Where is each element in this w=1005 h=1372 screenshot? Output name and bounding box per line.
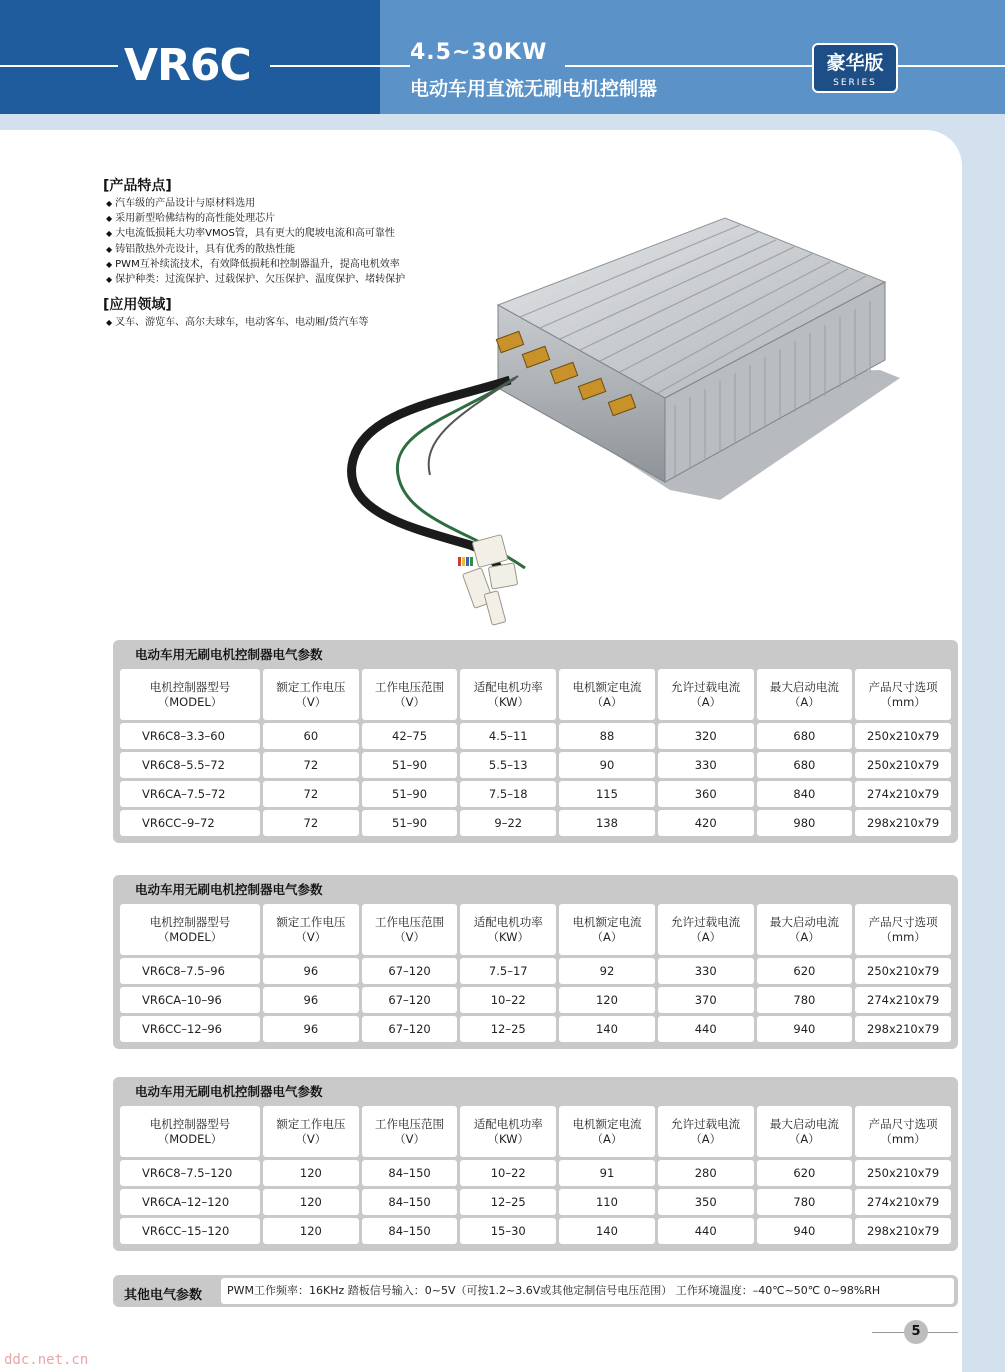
application-title: 应用领域 [109, 297, 166, 313]
header-rule-middle [270, 65, 410, 67]
cell-model: VR6CA–7.5–72 [120, 781, 260, 807]
table-header-row [120, 1106, 951, 1157]
col-header-model: 电机控制器型号 （MODEL） [120, 1106, 260, 1157]
col-header-start-current: 最大启动电流 （A） [757, 904, 853, 955]
table-cell: 15–30 [460, 1218, 556, 1244]
table-cell: 138 [559, 810, 655, 836]
col-header-voltage-range: 工作电压范围 （V） [362, 904, 458, 955]
col-header-start-current: 最大启动电流 （A） [757, 1106, 853, 1157]
feature-item: ◆ 保护种类：过流保护、过载保护、欠压保护、温度保护、堵转保护 [106, 272, 405, 287]
feature-item: ◆ 采用新型哈佛结构的高性能处理芯片 [106, 211, 405, 226]
table-cell: 370 [658, 987, 754, 1013]
table-cell: 84–150 [362, 1189, 458, 1215]
col-header-overload-current: 允许过载电流 （A） [658, 1106, 754, 1157]
table-cell: 940 [757, 1218, 853, 1244]
cell-model: VR6C8–7.5–96 [120, 958, 260, 984]
param-table-1 [113, 640, 958, 843]
col-header-motor-power: 适配电机功率 （KW） [460, 904, 556, 955]
table-grid [117, 666, 954, 839]
power-range: 4.5~30KW [410, 40, 555, 65]
table-row [120, 1016, 951, 1042]
table-cell: 90 [559, 752, 655, 778]
table-cell: 7.5–17 [460, 958, 556, 984]
table-cell: 298x210x79 [855, 1218, 951, 1244]
table-cell: 940 [757, 1016, 853, 1042]
table-cell: 350 [658, 1189, 754, 1215]
table-cell: 96 [263, 958, 359, 984]
page-number: 5 [904, 1320, 928, 1344]
col-header-size: 产品尺寸选项 （mm） [855, 1106, 951, 1157]
table-cell: 60 [263, 723, 359, 749]
watermark: ddc.net.cn [4, 1352, 89, 1368]
param-table-2 [113, 875, 958, 1049]
table-cell: 10–22 [460, 987, 556, 1013]
table-cell: 120 [263, 1160, 359, 1186]
col-header-rated-voltage: 额定工作电压 （V） [263, 1106, 359, 1157]
table-header-row [120, 669, 951, 720]
table-cell: 140 [559, 1218, 655, 1244]
series-badge-sub: SERIES [833, 78, 877, 88]
table-cell: 140 [559, 1016, 655, 1042]
table-cell: 298x210x79 [855, 1016, 951, 1042]
table-cell: 9–22 [460, 810, 556, 836]
table-cell: 620 [757, 1160, 853, 1186]
table-cell: 42–75 [362, 723, 458, 749]
table-cell: 330 [658, 752, 754, 778]
table-row [120, 810, 951, 836]
table-cell: 420 [658, 810, 754, 836]
table-row [120, 752, 951, 778]
table-title: 电动车用无刷电机控制器电气参数 [135, 647, 323, 662]
table-cell: 67–120 [362, 958, 458, 984]
feature-item: ◆ 大电流低损耗大功率VMOS管，具有更大的爬坡电流和高可靠性 [106, 226, 405, 241]
col-header-rated-current: 电机额定电流 （A） [559, 669, 655, 720]
table-grid [117, 1103, 954, 1247]
col-header-overload-current: 允许过载电流 （A） [658, 669, 754, 720]
table-cell: 120 [263, 1189, 359, 1215]
cell-model: VR6CA–12–120 [120, 1189, 260, 1215]
table-cell: 72 [263, 810, 359, 836]
other-params-label: 其他电气参数 [124, 1288, 203, 1303]
table-cell: 250x210x79 [855, 723, 951, 749]
table-cell: 780 [757, 1189, 853, 1215]
param-table-3 [113, 1077, 958, 1251]
cell-model: VR6CC–12–96 [120, 1016, 260, 1042]
col-header-size: 产品尺寸选项 （mm） [855, 904, 951, 955]
table-grid [117, 901, 954, 1045]
table-cell: 320 [658, 723, 754, 749]
table-title: 电动车用无刷电机控制器电气参数 [135, 1084, 323, 1099]
table-cell: 12–25 [460, 1016, 556, 1042]
table-cell: 440 [658, 1218, 754, 1244]
table-cell: 250x210x79 [855, 1160, 951, 1186]
table-cell: 330 [658, 958, 754, 984]
col-header-voltage-range: 工作电压范围 （V） [362, 1106, 458, 1157]
table-cell: 67–120 [362, 987, 458, 1013]
cell-model: VR6CC–15–120 [120, 1218, 260, 1244]
table-title: 电动车用无刷电机控制器电气参数 [135, 882, 323, 897]
cell-model: VR6C8–3.3–60 [120, 723, 260, 749]
table-cell: 680 [757, 752, 853, 778]
application-list [106, 315, 369, 330]
table-cell: 88 [559, 723, 655, 749]
col-header-voltage-range: 工作电压范围 （V） [362, 669, 458, 720]
col-header-rated-current: 电机额定电流 （A） [559, 904, 655, 955]
application-heading: [应用领域] [103, 297, 172, 313]
table-cell: 298x210x79 [855, 810, 951, 836]
table-cell: 10–22 [460, 1160, 556, 1186]
table-cell: 120 [263, 1218, 359, 1244]
other-params-text: PWM工作频率：16KHz 踏板信号输入：0~5V（可按1.2~3.6V或其他定制信号电压范围） 工作环境温度：–40℃~50℃ 0~98%RH [221, 1278, 954, 1304]
series-badge [812, 43, 898, 93]
col-header-rated-voltage: 额定工作电压 （V） [263, 904, 359, 955]
table-cell: 360 [658, 781, 754, 807]
table-cell: 84–150 [362, 1160, 458, 1186]
table-row [120, 987, 951, 1013]
table-cell: 840 [757, 781, 853, 807]
feature-item: ◆ 铸铝散热外壳设计，具有优秀的散热性能 [106, 242, 405, 257]
table-cell: 274x210x79 [855, 987, 951, 1013]
table-header-row [120, 904, 951, 955]
table-cell: 91 [559, 1160, 655, 1186]
table-cell: 67–120 [362, 1016, 458, 1042]
table-row [120, 781, 951, 807]
table-cell: 250x210x79 [855, 752, 951, 778]
col-header-rated-voltage: 额定工作电压 （V） [263, 669, 359, 720]
model-title: VR6C [118, 40, 257, 92]
table-cell: 51–90 [362, 810, 458, 836]
table-cell: 51–90 [362, 752, 458, 778]
header-rule-end [898, 65, 1005, 67]
col-header-overload-current: 允许过载电流 （A） [658, 904, 754, 955]
header-rule-right [565, 65, 812, 67]
table-row [120, 1218, 951, 1244]
table-cell: 5.5–13 [460, 752, 556, 778]
col-header-model: 电机控制器型号 （MODEL） [120, 904, 260, 955]
table-cell: 96 [263, 987, 359, 1013]
table-cell: 12–25 [460, 1189, 556, 1215]
table-cell: 92 [559, 958, 655, 984]
table-cell: 72 [263, 781, 359, 807]
feature-item: ◆ PWM互补续流技术，有效降低损耗和控制器温升，提高电机效率 [106, 257, 405, 272]
table-cell: 980 [757, 810, 853, 836]
table-cell: 274x210x79 [855, 781, 951, 807]
col-header-motor-power: 适配电机功率 （KW） [460, 669, 556, 720]
cell-model: VR6CA–10–96 [120, 987, 260, 1013]
table-cell: 7.5–18 [460, 781, 556, 807]
table-row [120, 1160, 951, 1186]
table-cell: 440 [658, 1016, 754, 1042]
table-cell: 620 [757, 958, 853, 984]
other-params [113, 1275, 958, 1307]
features-title: 产品特点 [109, 178, 166, 194]
table-cell: 110 [559, 1189, 655, 1215]
table-cell: 72 [263, 752, 359, 778]
table-cell: 96 [263, 1016, 359, 1042]
table-cell: 84–150 [362, 1218, 458, 1244]
series-badge-label: 豪华版 [826, 52, 884, 74]
table-cell: 115 [559, 781, 655, 807]
cell-model: VR6C8–5.5–72 [120, 752, 260, 778]
feature-item: ◆ 汽车级的产品设计与原材料选用 [106, 196, 405, 211]
header-rule-left [0, 65, 118, 67]
controller-unit-image [340, 200, 910, 640]
application-item: ◆ 叉车、游览车、高尔夫球车，电动客车、电动厢/货汽车等 [106, 315, 369, 330]
features-heading: [产品特点] [103, 178, 172, 194]
cell-model: VR6CC–9–72 [120, 810, 260, 836]
cell-model: VR6C8–7.5–120 [120, 1160, 260, 1186]
table-cell: 120 [559, 987, 655, 1013]
table-cell: 280 [658, 1160, 754, 1186]
table-cell: 250x210x79 [855, 958, 951, 984]
table-row [120, 1189, 951, 1215]
table-cell: 4.5–11 [460, 723, 556, 749]
table-cell: 680 [757, 723, 853, 749]
col-header-motor-power: 适配电机功率 （KW） [460, 1106, 556, 1157]
table-row [120, 723, 951, 749]
table-cell: 780 [757, 987, 853, 1013]
table-cell: 274x210x79 [855, 1189, 951, 1215]
col-header-size: 产品尺寸选项 （mm） [855, 669, 951, 720]
page-subtitle: 电动车用直流无刷电机控制器 [410, 78, 658, 100]
col-header-rated-current: 电机额定电流 （A） [559, 1106, 655, 1157]
col-header-start-current: 最大启动电流 （A） [757, 669, 853, 720]
col-header-model: 电机控制器型号 （MODEL） [120, 669, 260, 720]
table-row [120, 958, 951, 984]
table-cell: 51–90 [362, 781, 458, 807]
